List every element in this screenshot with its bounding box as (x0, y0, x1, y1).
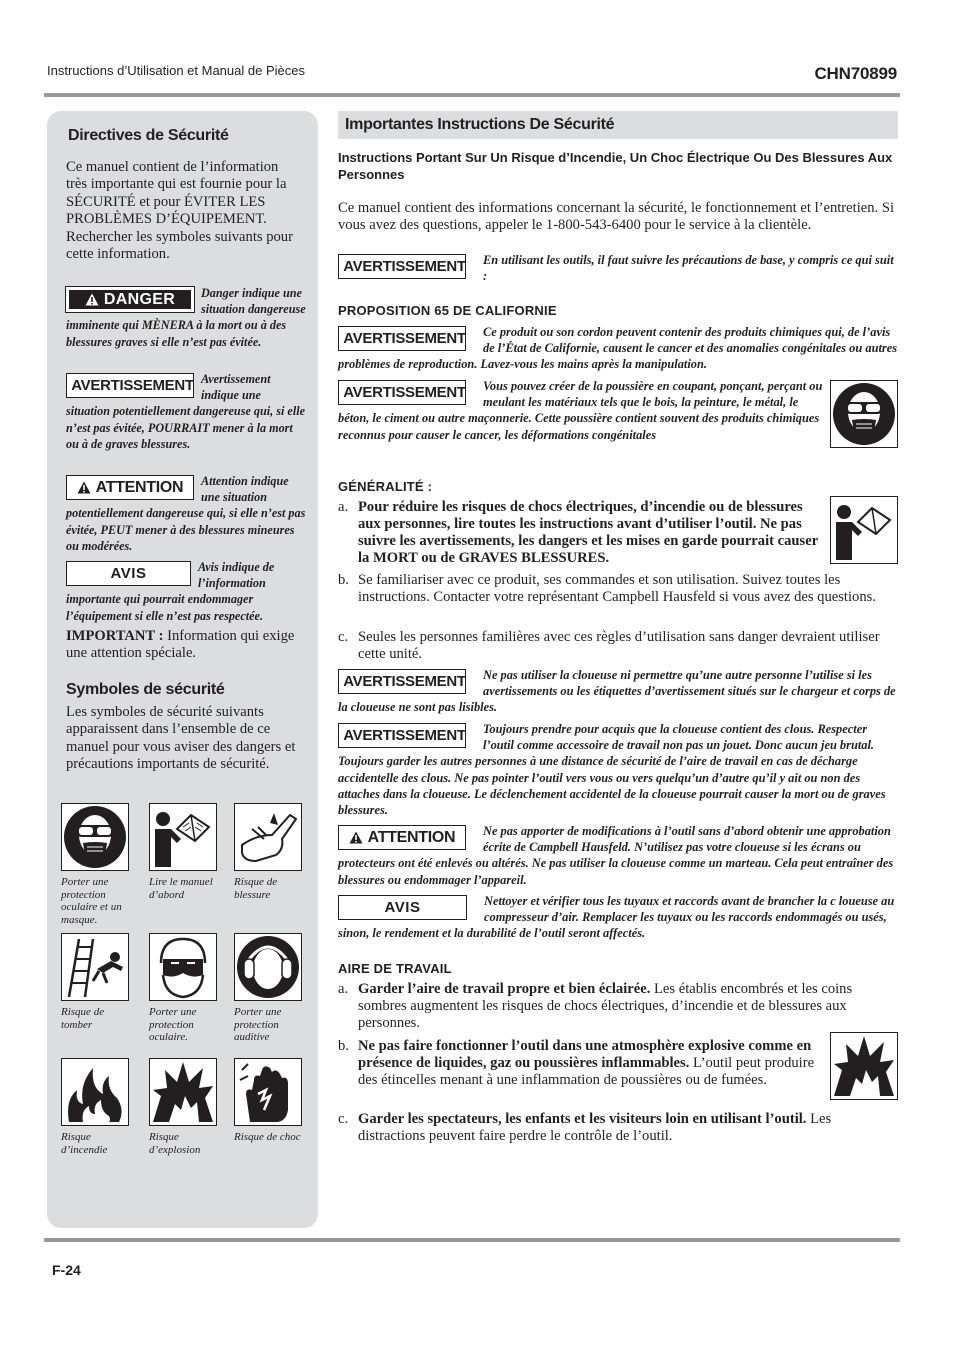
warning-prop65-chemicals: AVERTISSEMENT Ce produit ou son cordon peuvent contenir des produits chimiques qui, de l’avis de l’État de Californie, causent le cancer et des anomalies congénitales ou autres problèmes de reproduction. Lavez-vous les mains après la manipulation. (338, 325, 898, 372)
main-heading: Importantes Instructions De Sécurité (345, 116, 615, 133)
eye-protection-icon (151, 935, 215, 999)
directives-heading: Directives de Sécurité (68, 127, 229, 144)
face-protection-icon (832, 382, 896, 446)
read-manual-icon (151, 805, 215, 869)
avertissement-label: AVERTISSEMENT (338, 669, 466, 694)
symbol-face-protection: Porter une protection oculaire et un masque. (61, 803, 137, 926)
footer-rule (44, 1238, 900, 1242)
danger-label: DANGER (66, 287, 194, 312)
symbol-eye-protection: Porter une protection oculaire. (149, 933, 225, 1044)
warning-assume-loaded: AVERTISSEMENT Toujours prendre pour acquis que la cloueuse contient des clous. Respecter l’outil comme accessoire de travail non pas un jouet. Donc aucun jeu brutal. Toujours garder les autres personnes à une distance de sécurité de l’aire de travail en cas de décharge accidentelle des clous. Ne pas pointer l’outil vers vous ou vers quelqu’un d’autre qu’il y ait ou non des attaches dans la cloueuse. Le déclenchement accidentel de la cloueuse pourrait causer la mort ou de graves blessures. (338, 722, 886, 818)
work-item-c: c. Garder les spectateurs, les enfants et les visiteurs loin en utilisant l’outil. Les distractions peuvent faire perdre le contrôle de l’outil. (338, 1111, 832, 1144)
symbol-fall: Risque de tomber (61, 933, 137, 1031)
avertissement-label: AVERTISSEMENT (338, 723, 466, 748)
warning-illegible-labels: AVERTISSEMENT Ne pas utiliser la cloueuse ni permettre qu’une autre personne l’utilise si les avertissements ou les étiquettes d’avertissement situés sur le chargeur et corps de la cloueuse ne sont pas lisibles. (338, 668, 896, 715)
general-item-c: c. Seules les personnes familières avec ces règles d’utilisation sans danger devraient utiliser cette unité. (338, 629, 880, 662)
attention-modifications: ATTENTION Ne pas apporter de modifications à l’outil sans d’abord obtenir une approbation écrite de Campbell Hausfeld. N’utilisez pas votre cloueuse si les écrans ou protecteurs ont été enlevés ou altérés. Ne pas utiliser la cloueuse comme un marteau. Cela peut entraîner des blessures ou endommager l’appareil. (338, 824, 894, 887)
work-item-b: b. Ne pas faire fonctionner l’outil dans une atmosphère explosive comme en présence de liquides, gaz ou poussières inflammables. L’outil peut produire des étincelles menant à une inflammation de poussières ou de fumées. (338, 1038, 815, 1088)
symbol-injury: Risque de blessure (234, 803, 310, 901)
work-item-a: a. Garder l’aire de travail propre et bien éclairée. Les établis encombrés et les coins sombres augmentent les risques de chocs électriques, d’incendie et de blessures aux personnes. (338, 981, 853, 1031)
main-intro: Ce manuel contient des informations concernant la sécurité, le fonctionnement et l’entretien. Si vous avez des questions, appeler le 1-800-543-6400 pour le service à la clientèle. (338, 200, 894, 233)
general-item-a: a. Pour réduire les risques de chocs électriques, d’incendie ou de blessures aux personnes, lire toutes les instructions avant d’utiliser l’outil. Ne pas suivre les avertissements, les dangers et les mises en garde pourrait causer la MORT ou de GRAVES BLESSURES. (338, 499, 818, 566)
explosion-hazard-icon (151, 1060, 215, 1124)
avis-label: AVIS (338, 895, 467, 920)
symbols-heading: Symboles de sécurité (66, 681, 225, 698)
symbol-read-manual: Lire le manuel d’abord (149, 803, 225, 901)
model-number: CHN70899 (814, 64, 897, 83)
warning-basic: AVERTISSEMENT En utilisant les outils, il faut suivre les précautions de base, y compris ce qui suit : (338, 252, 898, 284)
injury-hazard-icon (236, 805, 300, 869)
avertissement-label: AVERTISSEMENT (338, 326, 466, 351)
avis-definition: AVIS Avis indique de l’information importante qui pourrait endommager l’équipement si elle n’est pas respectée. (66, 560, 275, 623)
general-item-b: b. Se familiariser avec ce produit, ses commandes et son utilisation. Suivez toutes les instructions. Contacter votre représentant Campbell Hausfeld si vous avez des questions. (338, 572, 876, 605)
explosion-symbol (830, 1032, 898, 1100)
manual-title: Instructions d’Utilisation et Manual de Pièces (47, 63, 305, 78)
warning-triangle-icon (77, 481, 91, 494)
fall-hazard-icon (63, 935, 127, 999)
warning-triangle-icon (85, 293, 99, 306)
symbol-shock: Risque de choc (234, 1058, 314, 1144)
hearing-protection-icon (236, 935, 300, 999)
danger-definition: DANGER Danger indique une situation dangereuse imminente qui MÈNERA à la mort ou à des blessures graves si elle n’est pas évitée. (66, 286, 306, 349)
attention-definition: ATTENTION Attention indique une situation potentiellement dangereuse qui, si elle n’est pas évitée, PEUT mener à des blessures mineures ou modérées. (66, 474, 306, 553)
page-number: F-24 (52, 1262, 81, 1278)
dust-mask-symbol (830, 380, 898, 448)
general-heading: GÉNÉRALITÉ : (338, 479, 433, 494)
directives-intro: Ce manuel contient de l’information très importante qui est fournie pour la SÉCURITÉ et pour ÉVITER LES PROBLÈMES D’ÉQUIPEMENT. Rechercher les symboles suivants pour cette information. (66, 159, 293, 263)
avis-hoses: AVIS Nettoyer et vérifier tous les tuyaux et raccords avant de brancher la c loueuse au compresseur d’air. Remplacer les tuyaux ou les raccords endommagés ou usés, sinon, le rendement et la durabilité de l’outil seront affectés. (338, 894, 895, 941)
warning-triangle-icon (349, 831, 363, 844)
attention-label: ATTENTION (66, 475, 194, 500)
work-area-heading: AIRE DE TRAVAIL (338, 961, 452, 976)
warning-prop65-dust: AVERTISSEMENT Vous pouvez créer de la poussière en coupant, ponçant, perçant ou meulant les matériaux tels que le bois, la peinture, le métal, le béton, le ciment ou autre maçonnerie. Cette poussière contient souvent des produits chimiques reconnus pour causer le cancer, les déformations congénitales (338, 379, 823, 442)
read-manual-icon (832, 498, 896, 562)
explosion-hazard-icon (832, 1034, 896, 1098)
attention-label: ATTENTION (338, 825, 466, 850)
main-subtitle: Instructions Portant Sur Un Risque d’Incendie, Un Choc Électrique Ou Des Blessures Aux Personnes (338, 150, 893, 182)
avis-label: AVIS (66, 561, 191, 586)
symbols-intro: Les symboles de sécurité suivants apparaissent dans l’ensemble de ce manuel pour vous aviser des dangers et précautions importants de sécurité. (66, 704, 296, 773)
prop65-heading: PROPOSITION 65 DE CALIFORNIE (338, 303, 557, 318)
symbol-hearing-protection: Porter une protection auditive (234, 933, 310, 1044)
fire-hazard-icon (63, 1060, 127, 1124)
read-manual-symbol (830, 496, 898, 564)
symbol-fire: Risque d’incendie (61, 1058, 137, 1156)
shock-hazard-icon (236, 1060, 300, 1124)
avertissement-definition: AVERTISSEMENT Avertissement indique une situation potentiellement dangereuse qui, si elle n’est pas évitée, POURRAIT mener à la mort ou à de graves blessures. (66, 372, 306, 451)
header-rule (44, 93, 900, 97)
face-protection-icon (63, 805, 127, 869)
important-note: IMPORTANT : Information qui exige une attention spéciale. (66, 628, 295, 662)
safety-sidebar (47, 111, 318, 1228)
avertissement-label: AVERTISSEMENT (66, 373, 194, 398)
main-heading-bar (338, 111, 898, 139)
avertissement-label: AVERTISSEMENT (338, 380, 466, 405)
avertissement-label: AVERTISSEMENT (338, 254, 466, 279)
symbol-explosion: Risque d’explosion (149, 1058, 225, 1156)
